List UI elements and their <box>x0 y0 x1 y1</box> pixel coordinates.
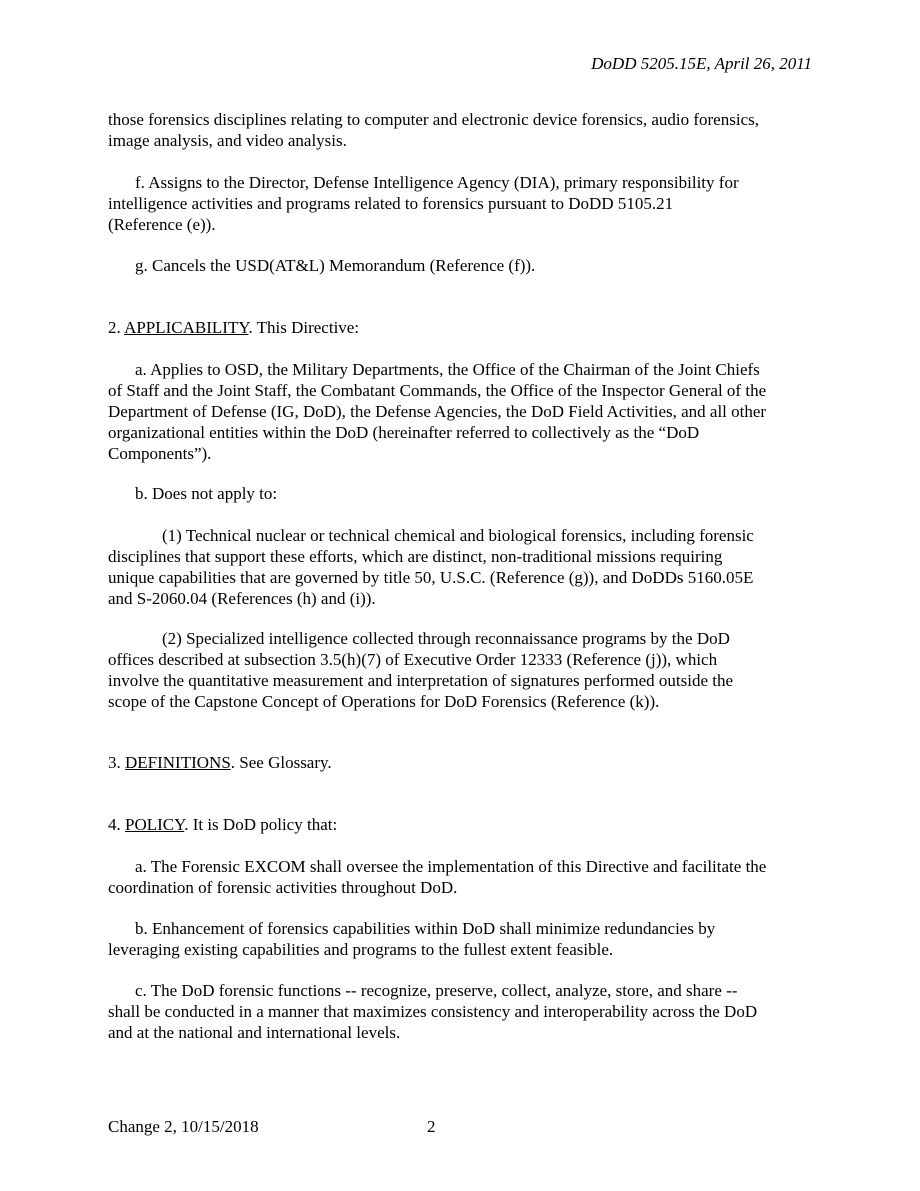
section-text: . It is DoD policy that: <box>184 815 338 834</box>
paragraph-4c <box>108 980 820 1043</box>
text-line: organizational entities within the DoD (hereinafter referred to collectively as the “DoD <box>108 423 700 442</box>
paragraph-2b <box>108 483 820 504</box>
footer-page-number: 2 <box>427 1117 436 1136</box>
text-line: unique capabilities that are governed by title 50, U.S.C. (Reference (g)), and DoDDs 5160.05E <box>108 568 754 587</box>
section-number: 2. <box>108 318 125 337</box>
text-line: b. Does not apply to: <box>135 484 278 503</box>
text-line: Department of Defense (IG, DoD), the Defense Agencies, the DoD Field Activities, and all other <box>108 402 767 421</box>
paragraph-intro-continuation <box>108 109 820 151</box>
section-2-heading <box>108 317 820 338</box>
paragraph-1g <box>108 255 820 276</box>
text-line: g. Cancels the USD(AT&L) Memorandum (Reference (f)). <box>135 256 536 275</box>
document-header: DoDD 5205.15E, April 26, 2011 <box>591 54 812 73</box>
section-3-heading <box>108 752 820 773</box>
section-heading-line <box>108 814 820 835</box>
section-text: . This Directive: <box>248 318 360 337</box>
text-line: involve the quantitative measurement and interpretation of signatures performed outside the <box>108 671 734 690</box>
section-4-heading <box>108 814 820 835</box>
section-title: POLICY <box>125 815 185 834</box>
text-line: Components”). <box>108 444 212 463</box>
text-line: a. Applies to OSD, the Military Departments, the Office of the Chairman of the Joint Chiefs <box>135 360 760 379</box>
paragraph-1f <box>108 172 820 235</box>
text-line: (1) Technical nuclear or technical chemical and biological forensics, including forensic <box>162 526 754 545</box>
text-line: leveraging existing capabilities and programs to the fullest extent feasible. <box>108 940 614 959</box>
text-line: (Reference (e)). <box>108 215 216 234</box>
paragraph-2a <box>108 359 820 464</box>
text-line: b. Enhancement of forensics capabilities within DoD shall minimize redundancies by <box>135 919 716 938</box>
text-line: f. Assigns to the Director, Defense Intelligence Agency (DIA), primary responsibility for <box>135 173 739 192</box>
text-line: offices described at subsection 3.5(h)(7) of Executive Order 12333 (Reference (j)), which <box>108 650 718 669</box>
text-line: scope of the Capstone Concept of Operations for DoD Forensics (Reference (k)). <box>108 692 660 711</box>
text-line: those forensics disciplines relating to computer and electronic device forensics, audio forensics, <box>108 110 759 129</box>
text-line: and S-2060.04 (References (h) and (i)). <box>108 589 376 608</box>
section-text: . See Glossary. <box>230 753 332 772</box>
section-number: 3. <box>108 753 125 772</box>
text-line: shall be conducted in a manner that maximizes consistency and interoperability across the DoD <box>108 1002 758 1021</box>
text-line: intelligence activities and programs related to forensics pursuant to DoDD 5105.21 <box>108 194 674 213</box>
footer-change-date: Change 2, 10/15/2018 <box>108 1117 259 1136</box>
text-line: image analysis, and video analysis. <box>108 131 347 150</box>
text-line: a. The Forensic EXCOM shall oversee the implementation of this Directive and facilitate the <box>135 857 767 876</box>
text-line: c. The DoD forensic functions -- recognize, preserve, collect, analyze, store, and share -- <box>135 981 738 1000</box>
text-line: (2) Specialized intelligence collected through reconnaissance programs by the DoD <box>162 629 730 648</box>
section-heading-line <box>108 752 820 773</box>
text-line: disciplines that support these efforts, which are distinct, non-traditional missions requiring <box>108 547 723 566</box>
section-number: 4. <box>108 815 125 834</box>
paragraph-4b <box>108 918 820 960</box>
section-heading-line <box>108 317 820 338</box>
paragraph-2b-2 <box>108 628 820 712</box>
text-line: and at the national and international levels. <box>108 1023 401 1042</box>
paragraph-2b-1 <box>108 525 820 609</box>
text-line: of Staff and the Joint Staff, the Combatant Commands, the Office of the Inspector General of the <box>108 381 767 400</box>
text-line: coordination of forensic activities throughout DoD. <box>108 878 458 897</box>
section-title: APPLICABILITY <box>124 318 249 337</box>
section-title: DEFINITIONS <box>125 753 231 772</box>
paragraph-4a <box>108 856 820 898</box>
